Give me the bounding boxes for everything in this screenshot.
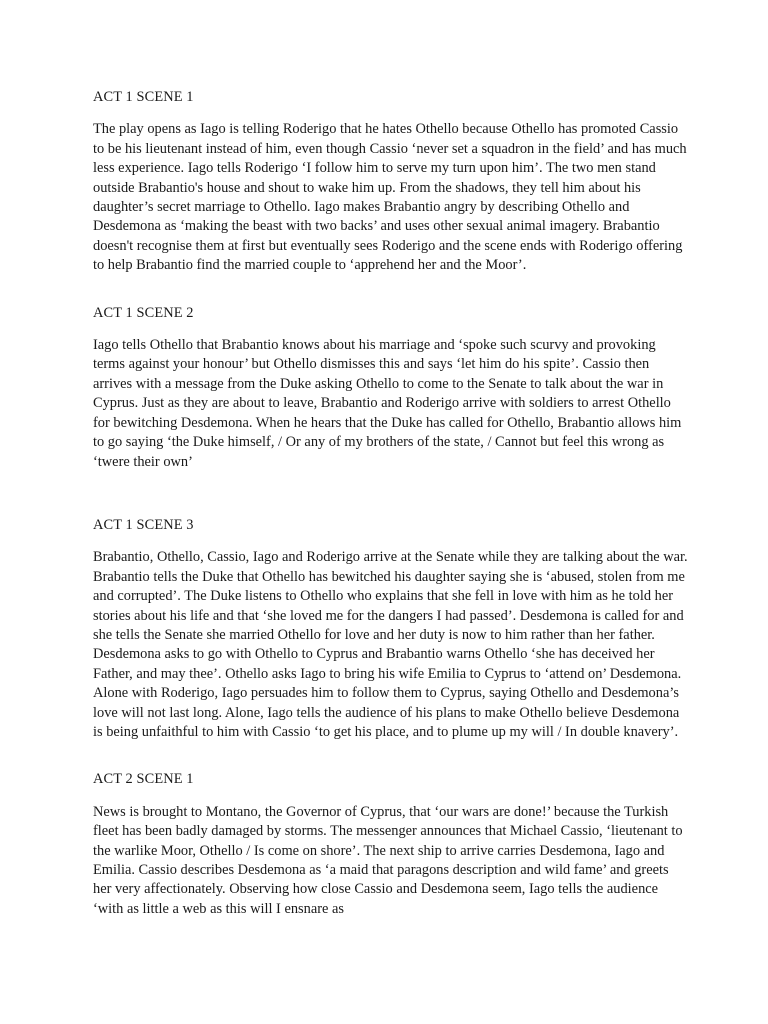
section-heading: ACT 1 SCENE 1 <box>93 89 194 105</box>
section-act1-scene2 <box>93 304 689 472</box>
section-paragraph: Iago tells Othello that Brabantio knows about his marriage and ‘spoke such scurvy and provoking terms against your honour’ but Othello dismisses this and says ‘let him do his spite’. Cassio then arrives with a message from the Duke asking Othello to come to the Senate to talk about the war in Cyprus. Just as they are about to leave, Brabantio and Roderigo arrive with soldiers to arrest Othello for bewitching Desdemona. When he hears that the Duke has called for Othello, Brabantio allows him to go saying ‘the Duke himself, / Or any of my brothers of the state, / Cannot but feel this wrong as ‘twere their own’ <box>93 337 682 470</box>
section-paragraph: News is brought to Montano, the Governor of Cyprus, that ‘our wars are done!’ because the Turkish fleet has been badly damaged by storms. The messenger announces that Michael Cassio, ‘lieutenant to the warlike Moor, Othello / Is come on shore’. The next ship to arrive carries Desdemona, Iago and Emilia. Cassio describes Desdemona as ‘a maid that paragons description and wild fame’ and greets her very affectionately. Observing how close Cassio and Desdemona seem, Iago tells the audience ‘with as little a web as this will I ensnare as <box>93 803 683 917</box>
section-heading: ACT 1 SCENE 3 <box>93 516 194 533</box>
section-heading: ACT 1 SCENE 2 <box>93 304 194 321</box>
section-act1-scene3 <box>93 516 689 742</box>
section-act1-scene1 <box>93 88 689 276</box>
section-paragraph: The play opens as Iago is telling Roderigo that he hates Othello because Othello has promoted Cassio to be his lieutenant instead of him, even though Cassio ‘never set a squadron in the field’ and has much less experience. Iago tells Roderigo ‘I follow him to serve my turn upon him’. The two men stand outside Brabantio's house and shout to wake him up. From the shadows, they tell him about his daughter’s secret marriage to Othello. Iago makes Brabantio angry by describing Othello and Desdemona as ‘making the beast with two backs’ and uses other sexual animal imagery. Brabantio doesn't recognise them at first but eventually sees Roderigo and the scene ends with Roderigo offering to help Brabantio find the married couple to ‘apprehend her and the Moor’. <box>93 121 687 274</box>
document-body <box>93 88 689 919</box>
section-act2-scene1 <box>93 770 689 919</box>
section-heading: ACT 2 SCENE 1 <box>93 771 194 788</box>
section-paragraph: Brabantio, Othello, Cassio, Iago and Roderigo arrive at the Senate while they are talking about the war. Brabantio tells the Duke that Othello has bewitched his daughter saying she is ‘abused, stolen from me and corrupted’. The Duke listens to Othello who explains that she fell in love with him as he told her stories about his life and that ‘she loved me for the dangers I had passed’. Desdemona is called for and she tells the Senate she married Othello for love and her duty is now to him rather than her father. Desdemona asks to go with Othello to Cyprus and Brabantio warns Othello ‘she has deceived her Father, and may thee’. Othello asks Iago to bring his wife Emilia to Cyprus to ‘attend on’ Desdemona. Alone with Roderigo, Iago persuades him to follow them to Cyprus, saying Othello and Desdemona’s love will not last long. Alone, Iago tells the audience of his plans to make Othello believe Desdemona is being unfaithful to him with Cassio ‘to get his place, and to plume up my will / In double knavery’. <box>93 549 688 740</box>
